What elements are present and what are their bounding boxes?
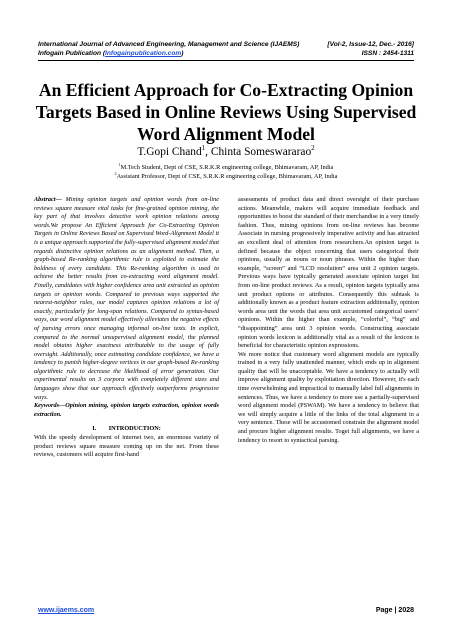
right-column xyxy=(238,196,419,445)
issn: ISSN : 2454-1311 xyxy=(361,50,414,57)
affiliation-1: $^1$M.Tech Student, Dept of CSE, S.R.K.R engineering college, Bhimavaram, AP, India xyxy=(118,162,334,171)
keywords xyxy=(34,402,219,419)
header-rule xyxy=(38,60,414,61)
publisher-link[interactable]: Infogainpublication.com xyxy=(105,50,182,57)
section-heading-introduction: I. INTRODUCTION: xyxy=(92,425,161,433)
abstract-text: Mining opinion targets and opinion words from on-line reviews square measure vital tasks for fine-grained opinion mining, the key part of that involves detective work opinion relations among words.We propose An Efficient Approach for Co-Extracting Opinion Targets in Online Reviews Based on Supervised Word-Alignment Model it is a unique approach supported the fully-supervised alignment model that regards distinctive opinion relations as an alignment method. Then, a graph-based Re-ranking algorithmic rule is exploited to estimate the boldness of every candidate. This Re-ranking algorithm is used to achieve the better results from co-extracting word alignment model. Finally, candidates with higher confidence area unit extracted as opinion targets or opinion words. Compared to previous ways supported the nearest-neighbor rules, our model captures opinion relations a lot of exactly, particularly for long-span relations. Compared to syntax-based ways, our word alignment model effectively alleviates the negative effects of parsing errors once managing informal on-line texts. In explicit, compared to the normal unsupervised alignment model, the planned model obtains higher exactness attributable to the usage of fully oversight. Additionally, once estimating candidate confidence, we have a tendency to punish higher-degree vertices in our graph-based Re-ranking algorithmic rule to decrease the likelihood of error generation. Our experimental results on 3 corpora with completely different sizes and languages show that our approach effectively outperforms progressive ways. xyxy=(34,196,219,401)
page-number: Page | 2028 xyxy=(375,607,414,614)
introduction-text: With the speedy development of internet two, an enormous variety of product reviews square measure coming up on the net. From these reviews, customers will acquire first-hand xyxy=(34,434,219,459)
journal-url[interactable]: www.ijaems.com xyxy=(38,607,95,614)
keywords-text: Opinion mining, opinion targets extraction, opinion words extraction. xyxy=(34,402,219,418)
page-footer xyxy=(38,606,414,615)
body-paragraph-1: assessments of product data and direct oversight of their purchase actions. Meanwhile, makers will acquire immediate feedback and opportunities to boost the standard of their merchandise in a very timely fashion. Thus, mining opinions from on-line reviews has become Associate in nursing progressively imperative activity and has attracted an excellent deal of attention from researchers.An opinion target is defined because the object concerning that users categorical their opinions, usually as nouns or noun phrases. Within the higher than example, “screen” and “LCD resolution” area unit 2 opinion targets. Previous ways have typically generated associate opinion target list from on-line product reviews. As a result, opinion targets typically area unit product options or attributes. Consequently this subtask is additionally known as a product feature extraction additionally, opinion words area unit the words that area unit accustomed categorical users’ opinions. Within the higher than example, “colorful”, “big” and “disappointing” area unit 3 opinion words. Constructing associate opinion words lexicon is additionally vital as a result of the lexicon is beneficial for characteristic opinion expressions. xyxy=(238,196,419,350)
author-1: T.Gopi Chand xyxy=(137,146,202,158)
paper-title: An Efficient Approach for Co-Extracting Opinion Targets Based in Online Reviews Using Supervised Word Alignment Model xyxy=(35,80,417,144)
affiliation-2: $^2$Assistant Professor, Dept of CSE, S.R.K.R engineering college, Bhimavaram, AP, India xyxy=(114,171,338,180)
publisher: Infogain Publication (Infogainpublication.com) xyxy=(38,50,184,57)
keywords-label: Keywords— xyxy=(34,402,66,410)
body-paragraph-2: We more notice that customary word alignment models are typically trained in a very fully unattended manner, which ends up in alignment quality that will be unacceptable. We have a tendency to actually will improve alignment quality by exploitation direction. However, it's each time overwhelming and impractical to manually label full alignments in sentences. Thus, we have a tendency to more use a partially-supervised word alignment model (PSWAM). We have a tendency to believe that we will simply acquire a little of the links of the total alignment in a very sentence. These will be accustomed constrain the alignment model and procure higher alignment results. Toget full alignments, we have a tendency to resort to syntactical parsing. xyxy=(238,350,419,444)
abstract-label: Abstract— xyxy=(34,196,62,203)
journal-name: International Journal of Advanced Engineering, Management and Science (IJAEMS) xyxy=(38,41,300,48)
authors: T.Gopi Chand$^1$, Chinta Someswararao$^2$ xyxy=(137,144,315,158)
author-2: , Chinta Someswararao xyxy=(205,146,312,158)
left-column xyxy=(34,196,219,460)
volume-issue: [Vol-2, Issue-12, Dec.- 2016] xyxy=(327,41,414,48)
journal-header-line-2 xyxy=(38,50,414,58)
abstract xyxy=(34,196,219,402)
journal-header-line-1 xyxy=(38,41,414,49)
